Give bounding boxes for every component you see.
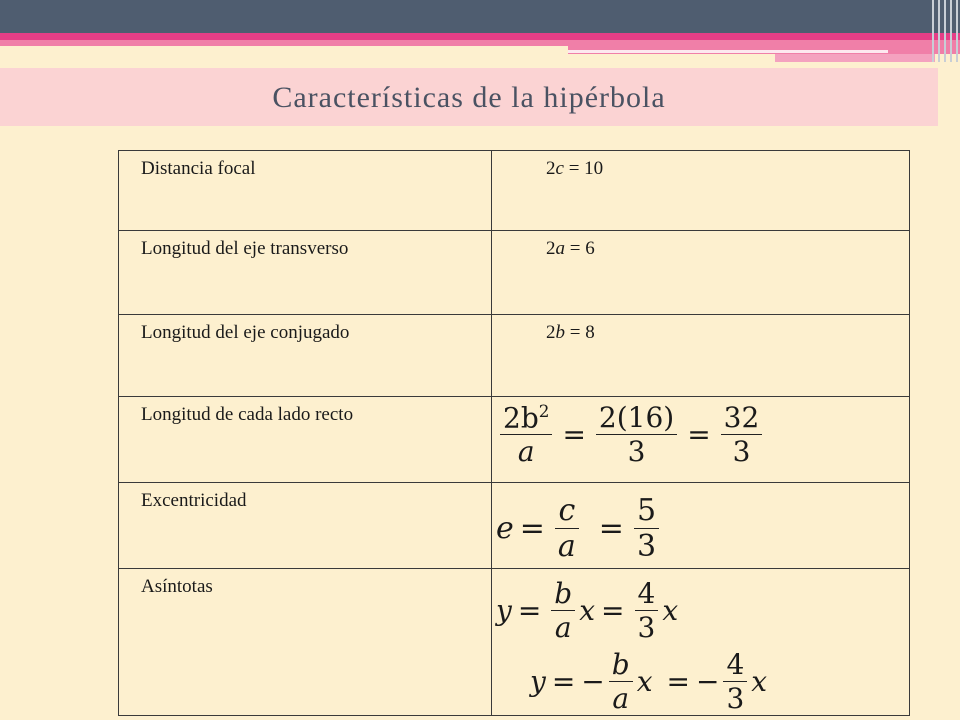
row-value: 2a = 6 xyxy=(492,231,910,315)
slide-title: Características de la hipérbola xyxy=(272,81,666,114)
table-row xyxy=(119,151,910,231)
header-band xyxy=(0,0,960,33)
row-label: Longitud del eje conjugado xyxy=(119,315,492,397)
eccentricity-formula: e = $\frac{c}{a}$ = $\frac{5}{3}$ xyxy=(492,483,910,569)
latus-rectum-formula: $\frac{2b^2}{a}$ = $\frac{2(16)}{3}$ = $\frac{32}{3}$ xyxy=(492,397,910,483)
row-label: Excentricidad xyxy=(119,483,492,569)
table-row xyxy=(119,569,910,716)
table-row xyxy=(119,231,910,315)
header-stripe-pink xyxy=(0,33,960,40)
properties-table xyxy=(118,150,910,716)
header-stripe-pink-small xyxy=(775,54,935,62)
row-label: Distancia focal xyxy=(119,151,492,231)
table-row xyxy=(119,315,910,397)
row-label: Asíntotas xyxy=(119,569,492,716)
row-value: 2c = 10 xyxy=(492,151,910,231)
row-label: Longitud del eje transverso xyxy=(119,231,492,315)
row-label: Longitud de cada lado recto xyxy=(119,397,492,483)
asymptotes-formula: y = $\frac{b}{a}$ x = $\frac{4}{3}$ x y = − $\frac{b}{a}$ x = − $\frac{4}{3}$ x xyxy=(492,569,910,716)
table-row xyxy=(119,397,910,483)
table-row xyxy=(119,483,910,569)
header-vertical-stripes xyxy=(928,0,960,62)
header-stripe-pink-left xyxy=(0,40,568,46)
row-value: 2b = 8 xyxy=(492,315,910,397)
header-stripe-white xyxy=(568,50,888,53)
